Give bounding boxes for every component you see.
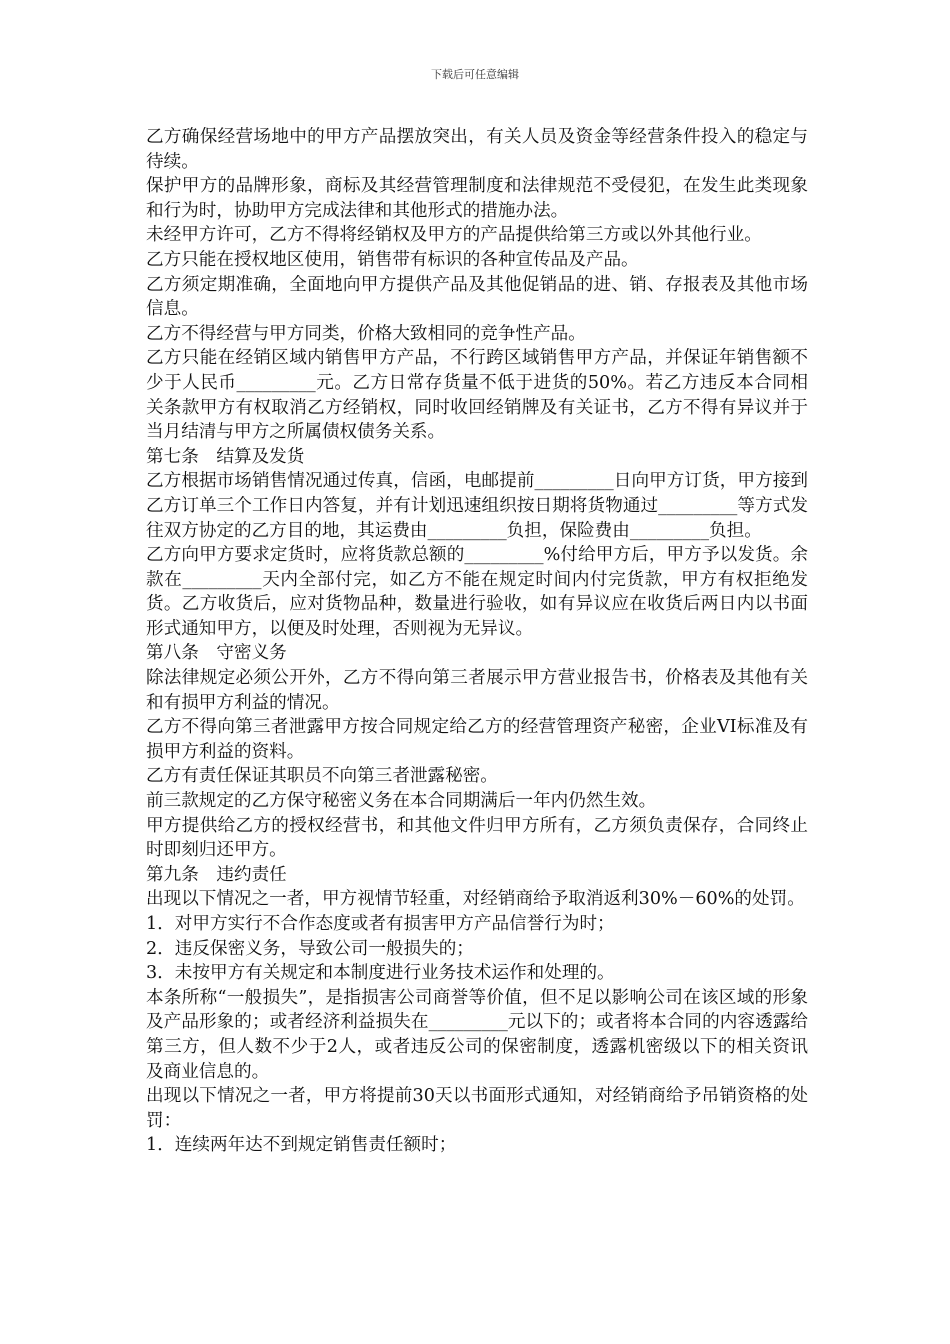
paragraph: 乙方根据市场销售情况通过传真，信函，电邮提前_________日向甲方订货，甲方接到乙方订单三个工作日内答复，并有计划迅速组织按日期将货物通过_________等方式发往双方协定的乙方目的地，其运费由_________负担，保险费由_________负担。 <box>146 471 808 541</box>
paragraph: 除法律规定必须公开外，乙方不得向第三者展示甲方营业报告书，价格表及其他有关和有损甲方利益的情况。 <box>146 668 808 713</box>
paragraph: 前三款规定的乙方保守秘密义务在本合同期满后一年内仍然生效。 <box>146 791 657 812</box>
paragraph: 乙方有责任保证其职员不向第三者泄露秘密。 <box>146 766 498 787</box>
document-body <box>146 125 808 1158</box>
paragraph: 乙方只能在经销区域内销售甲方产品，不行跨区域销售甲方产品，并保证年销售额不少于人民币_________元。乙方日常存货量不低于进货的50%。若乙方违反本合同相关条款甲方有权取消乙方经销权，同时收回经销牌及有关证书，乙方不得有异议并于当月结清与甲方之所属债权债务关系。 <box>146 348 808 443</box>
paragraph: 出现以下情况之一者，甲方视情节轻重，对经销商给予取消返利30%－60%的处罚。 <box>146 889 805 910</box>
paragraph: 乙方向甲方要求定货时，应将货款总额的_________%付给甲方后，甲方予以发货。余款在_________天内全部付完，如乙方不能在规定时间内付完货款，甲方有权拒绝发货。乙方收货后，应对货物品种，数量进行验收，如有异议应在收货后两日内以书面形式通知甲方，以便及时处理，否则视为无异议。 <box>146 545 808 639</box>
paragraph: 乙方不得经营与甲方同类，价格大致相同的竞争性产品。 <box>146 323 586 344</box>
paragraph: 乙方须定期准确，全面地向甲方提供产品及其他促销品的进、销、存报表及其他市场信息。 <box>146 274 808 320</box>
section-heading: 第八条 守密义务 <box>146 643 287 664</box>
page-header: 下载后可任意编辑 <box>431 68 519 81</box>
paragraph: 乙方只能在授权地区使用，销售带有标识的各种宣传品及产品。 <box>146 249 639 270</box>
list-item: 3．未按甲方有关规定和本制度进行业务技术运作和处理的。 <box>146 963 615 984</box>
list-item: 1．对甲方实行不合作态度或者有损害甲方产品信誉行为时； <box>146 914 615 934</box>
paragraph: 出现以下情况之一者，甲方将提前30天以书面形式通知，对经销商给予吊销资格的处罚： <box>146 1086 808 1131</box>
section-heading: 第七条 结算及发货 <box>146 446 305 467</box>
section-heading: 第九条 违约责任 <box>146 864 287 885</box>
paragraph: 甲方提供给乙方的授权经营书，和其他文件归甲方所有，乙方须负责保存，合同终止时即刻归还甲方。 <box>146 815 808 861</box>
paragraph: 乙方不得向第三者泄露甲方按合同规定给乙方的经营管理资产秘密，企业VI标准及有损甲方利益的资料。 <box>146 717 808 762</box>
list-item: 2．违反保密义务，导致公司一般损失的； <box>146 938 474 959</box>
paragraph: 本条所称“一般损失”，是指损害公司商誉等价值，但不足以影响公司在该区域的形象及产品形象的；或者经济利益损失在_________元以下的；或者将本合同的内容透露给第三方，但人数不少于2人，或者违反公司的保密制度，透露机密级以下的相关资讯及商业信息的。 <box>146 987 808 1082</box>
list-item: 1．连续两年达不到规定销售责任额时； <box>146 1135 457 1156</box>
paragraph: 未经甲方许可，乙方不得将经销权及甲方的产品提供给第三方或以外其他行业。 <box>146 225 762 246</box>
paragraph: 保护甲方的品牌形象，商标及其经营管理制度和法律规范不受侵犯，在发生此类现象和行为时，协助甲方完成法律和其他形式的措施办法。 <box>146 176 808 221</box>
paragraph: 乙方确保经营场地中的甲方产品摆放突出，有关人员及资金等经营条件投入的稳定与待续。 <box>146 127 808 172</box>
